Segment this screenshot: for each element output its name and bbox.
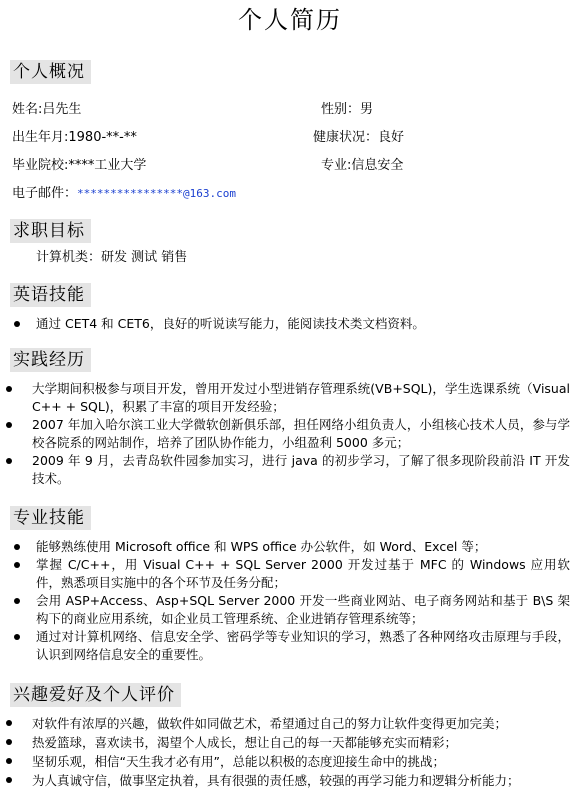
list-item: 对软件有浓厚的兴趣，做软件如同做艺术，希望通过自己的努力让软件变得更加完美； [2, 714, 570, 733]
list-item: 会用 ASP+Access、Asp+SQL Server 2000 开发一些商业网站、电子商务网站和基于 B\S 架构下的商业应用系统，如企业员工管理系统、企业进销存管理系统等； [10, 592, 570, 628]
list-item: 大学期间积极参与项目开发，曾用开发过小型进销存管理系统(VB+SQL)，学生选课系统（Visual C++ + SQL)，积累了丰富的项目开发经验； [2, 380, 570, 416]
health-field: 健康状况：良好 [313, 130, 405, 145]
list-item: 2007 年加入哈尔滨工业大学微软创新俱乐部，担任网络小组负责人，小组核心技术人员，参与学校各院系的网站制作，培养了团队协作能力，小组盈利 5000 多元； [2, 416, 570, 452]
list-item: 2009 年 9 月，去青岛软件园参加实习，进行 java 的初步学习，了解了很多现阶段前沿 IT 开发技术。 [2, 452, 570, 488]
email-row [12, 185, 236, 203]
school-field: 毕业院校:****工业大学 [12, 158, 147, 173]
section-heading-english: 英语技能 [10, 283, 91, 307]
practice-list [2, 380, 570, 488]
section-heading-hobbies: 兴趣爱好及个人评价 [10, 683, 181, 707]
section-heading-skills: 专业技能 [10, 506, 91, 530]
section-heading-objective: 求职目标 [10, 219, 91, 243]
list-item: 热爱篮球，喜欢读书，渴望个人成长，想让自己的每一天都能够充实而精彩； [2, 733, 570, 752]
gender-field: 性别：男 [321, 102, 374, 117]
birth-field: 出生年月:1980-**-** [12, 130, 137, 145]
name-field: 姓名:吕先生 [12, 102, 82, 117]
email-link[interactable]: ****************@163.com [77, 187, 236, 200]
objective-text: 计算机类：研发 测试 销售 [36, 250, 188, 265]
major-field: 专业:信息安全 [321, 158, 404, 173]
english-list [10, 315, 570, 333]
list-item: 通过对计算机网络、信息安全学、密码学等专业知识的学习，熟悉了各种网络攻击原理与手段，认识到网络信息安全的重要性。 [10, 628, 570, 664]
list-item: 掌握 C/C++，用 Visual C++ + SQL Server 2000 开发过基于 MFC 的 Windows 应用软件，熟悉项目实施中的各个环节及任务分配； [10, 556, 570, 592]
email-label: 电子邮件： [12, 186, 78, 201]
resume-title: 个人简历 [238, 6, 342, 34]
list-item: 坚韧乐观，相信“天生我才必有用”，总能以积极的态度迎接生命中的挑战； [2, 752, 570, 771]
section-heading-overview: 个人概况 [10, 60, 91, 84]
list-item: 能够熟练使用 Microsoft office 和 WPS office 办公软件，如 Word、Excel 等； [10, 538, 570, 556]
section-heading-practice: 实践经历 [10, 348, 91, 372]
skills-list [10, 538, 570, 664]
list-item: 为人真诚守信，做事坚定执着，具有很强的责任感，较强的再学习能力和逻辑分析能力； [2, 771, 570, 790]
list-item: 通过 CET4 和 CET6，良好的听说读写能力，能阅读技术类文档资料。 [10, 315, 570, 333]
hobbies-list [2, 714, 570, 790]
